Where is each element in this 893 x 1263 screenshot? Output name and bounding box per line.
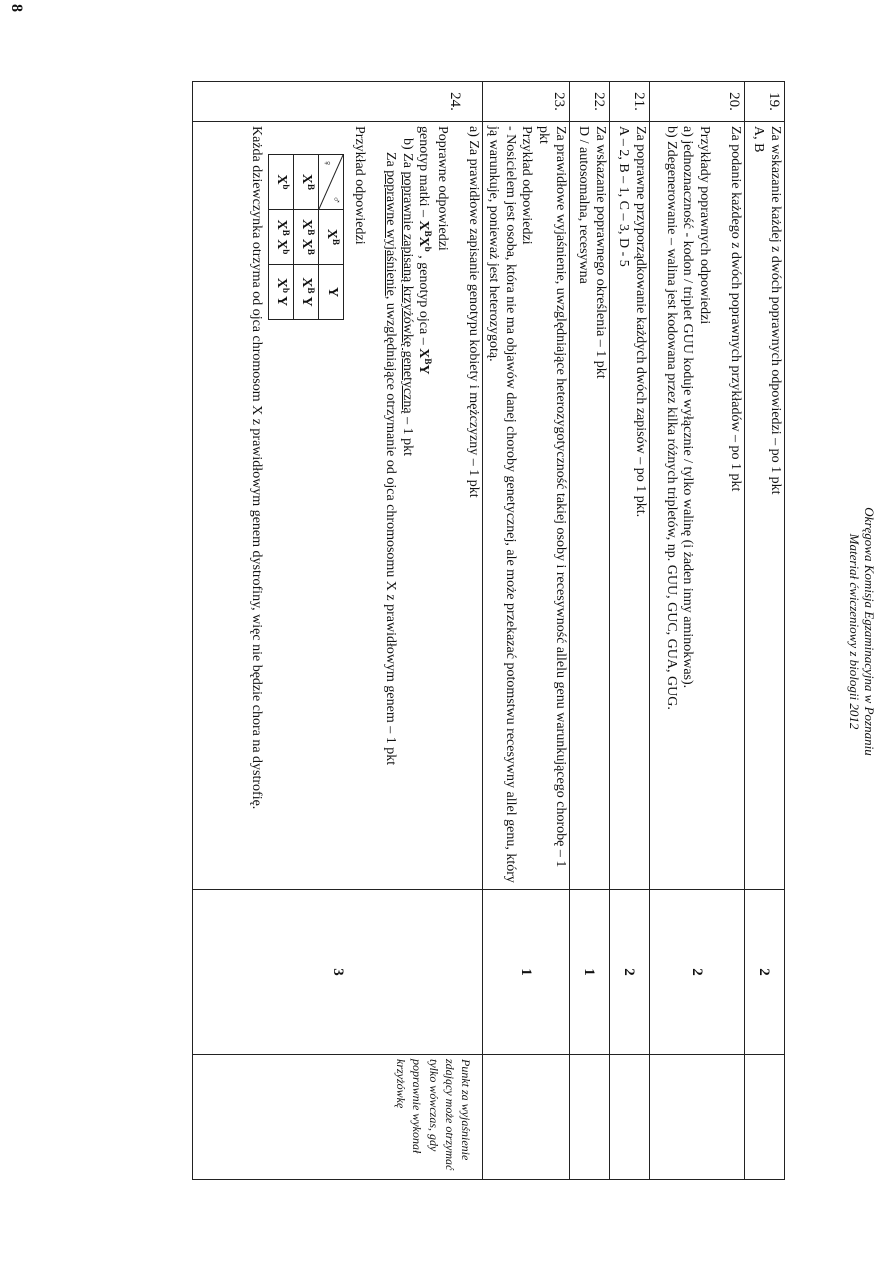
offspring-cell: $X^B$ Y [294, 265, 319, 320]
punnett-corner [319, 155, 344, 210]
task-note [483, 1055, 570, 1180]
task-number: 23. [483, 82, 570, 122]
conclusion-text: Każda dziewczynka otrzyma od ojca chromosom X z prawidłowym genem dystrofiny, więc nie będzie chora na dystrofię. [249, 126, 265, 810]
answer-line: - Nosicielem jest osoba, która nie ma objawów danej choroby genetycznej, ale może przekazać potomstwu recesywny allel genu, który ją warunkuje, ponieważ jest heterozygotą. [485, 126, 518, 883]
criteria-line: Za wskazanie każdej z dwóch poprawnych odpowiedzi – po 1 pkt [768, 126, 783, 495]
female-gamete: $X^b$ [269, 155, 294, 210]
example-label: Przykład odpowiedzi [519, 126, 535, 245]
criteria-line: Za poprawne przyporządkowanie każdych dwóch zapisów – po 1 pkt. [633, 126, 648, 518]
offspring-cell: $X^b$ Y [269, 265, 294, 320]
task-note [745, 1055, 785, 1180]
task-number: 21. [610, 82, 650, 122]
task-points: 1 [570, 890, 610, 1055]
task-points: 2 [610, 890, 650, 1055]
father-genotype: $X^BY$ [416, 348, 434, 375]
criteria-line-a: a) Za prawidłowe zapisanie genotypu kobiety i mężczyzny – 1 pkt [466, 126, 482, 498]
table-row-21 [610, 82, 650, 1180]
answer-key-table [192, 81, 785, 1180]
header-institution: Okręgowa Komisja Egzaminacyjna w Poznaniu [862, 507, 877, 756]
criteria-line-b: b) Za poprawnie zapisaną krzyżówkę genetyczną – 1 pkt [399, 138, 415, 456]
task-note [570, 1055, 610, 1180]
task-note [650, 1055, 745, 1180]
female-gamete: $X^B$ [294, 155, 319, 210]
table-row-22 [570, 82, 610, 1180]
task-points: 2 [745, 890, 785, 1055]
task-criteria [193, 122, 483, 890]
page-number: 8 [8, 4, 25, 12]
offspring-cell: $X^B$ $X^B$ [294, 210, 319, 265]
answer-line: A – 2, B – 1, C – 3, D - 5 [616, 126, 632, 267]
task-note [610, 1055, 650, 1180]
header-subtitle: Materiał ćwiczeniowy z biologii 2012 [847, 533, 862, 730]
task-points: 2 [650, 890, 745, 1055]
example-label: Przykłady poprawnych odpowiedzi [697, 126, 713, 325]
answer-line: b) Zdegenerowanie – walina jest kodowana przez kilka różnych tripletów, np. GUU, GUC, GUA, GUG. [663, 126, 679, 710]
table-row-19 [745, 82, 785, 1180]
answer-line: A, B [751, 126, 767, 153]
criteria-line: Za prawidłowe wyjaśnienie, uwzględniające heterozygotyczność takiej osoby i recesywność allelu genu warunkującego chorobę – 1 pkt [536, 126, 568, 868]
criteria-line: Za wskazanie poprawnego określenia – 1 pkt [593, 126, 608, 379]
correct-answers-label: Poprawne odpowiedzi [435, 126, 451, 251]
task-criteria [483, 122, 570, 890]
criteria-line: Za podanie każdego z dwóch poprawnych przykładów – po 1 pkt [728, 126, 743, 492]
task-number: 22. [570, 82, 610, 122]
genotype-line [415, 126, 434, 885]
mother-genotype-label: genotyp matki – [416, 126, 432, 221]
offspring-cell: $X^B$ $X^b$ [269, 210, 294, 265]
criteria-line-b-explanation: Za poprawne wyjaśnienie, uwzględniające otrzymanie od ojca chromosomu X z prawidłowym genem – 1 pkt [382, 152, 398, 766]
male-gamete: $X^B$ [319, 210, 344, 265]
example-label: Przykład odpowiedzi [352, 126, 368, 245]
task-points: 1 [483, 890, 570, 1055]
female-symbol-icon: ♀ [321, 159, 334, 168]
task-note: Punkt za wyjaśnienie zdający może otrzymać tylko wówczas, gdy poprawnie wykonał krzyżówkę [193, 1055, 483, 1180]
task-criteria [745, 122, 785, 890]
task-number: 20. [650, 82, 745, 122]
task-criteria [610, 122, 650, 890]
table-row-24 [193, 82, 483, 1180]
male-gamete: Y [319, 265, 344, 320]
task-criteria [650, 122, 745, 890]
task-points: 3 [193, 890, 483, 1055]
task-criteria [570, 122, 610, 890]
mother-genotype: $X^BX^b$ [416, 220, 434, 252]
table-row-23 [483, 82, 570, 1180]
father-genotype-label: , genotyp ojca – [416, 251, 432, 349]
answer-line: a) jednoznaczność - kodon / triplet GUU koduje wyłącznie / tylko walinę (i żaden inny aminokwas). [680, 126, 696, 689]
table-row-20 [650, 82, 745, 1180]
task-number: 19. [745, 82, 785, 122]
task-number: 24. [193, 82, 483, 122]
male-symbol-icon: ♂ [330, 195, 343, 204]
answer-line: D / autosomalna, recesywna [576, 126, 592, 284]
punnett-square [268, 154, 344, 320]
